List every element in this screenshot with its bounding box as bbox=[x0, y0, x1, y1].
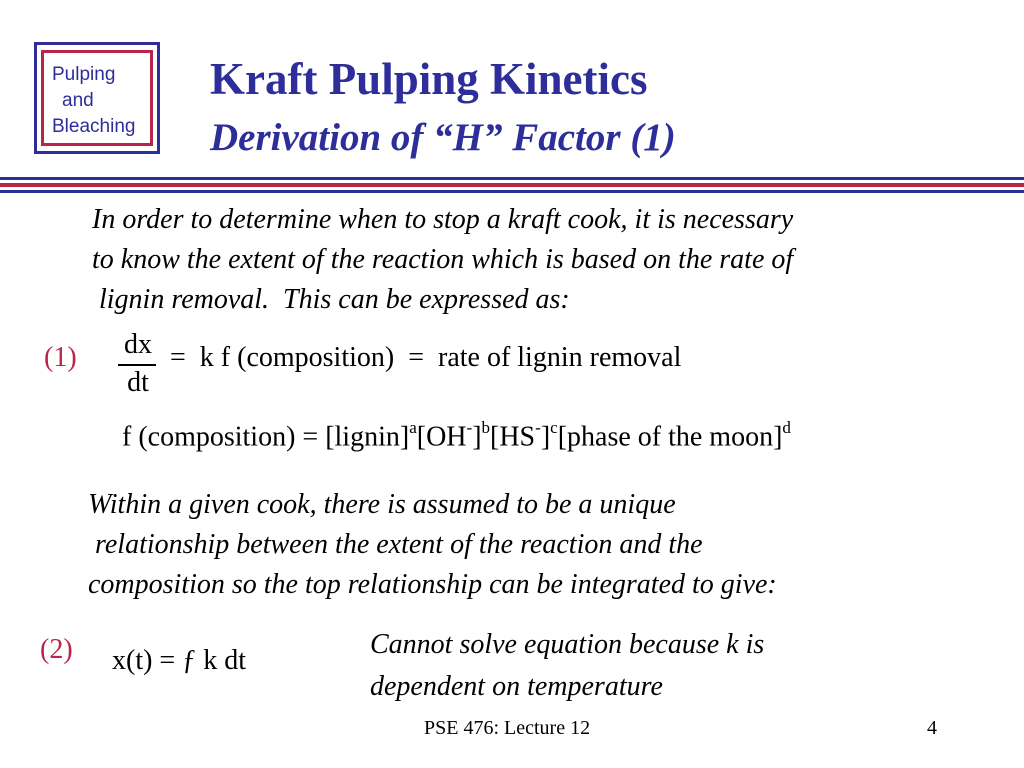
exponent-b: b bbox=[481, 418, 491, 437]
logo-line-1: Pulping bbox=[52, 64, 116, 85]
intro-line-1: In order to determine when to stop a kraft cook, it is necessary bbox=[92, 204, 794, 235]
equation-2-expression: x(t) = ƒ k dt bbox=[112, 645, 246, 676]
exponent-a: a bbox=[409, 418, 417, 437]
assumption-line-2: relationship between the extent of the reaction and the bbox=[88, 529, 703, 560]
note-line-1: Cannot solve equation because k is bbox=[370, 629, 765, 660]
slide-subtitle: Derivation of “H” Factor (1) bbox=[210, 116, 676, 159]
header-rule-middle bbox=[0, 183, 1024, 187]
equation-1-number: (1) bbox=[44, 342, 77, 373]
intro-line-3: lignin removal. This can be expressed as: bbox=[92, 284, 570, 315]
exponent-d: d bbox=[782, 418, 791, 437]
equation-1-rhs: = k f (composition) = rate of lignin removal bbox=[170, 342, 682, 373]
composition-prefix: f (composition) = [lignin] bbox=[122, 421, 410, 453]
intro-paragraph bbox=[92, 200, 793, 320]
hs-close: ] bbox=[540, 421, 551, 453]
hs-term: [HS bbox=[490, 421, 536, 453]
equation-2-number: (2) bbox=[40, 634, 73, 665]
hs-charge: - bbox=[535, 418, 541, 437]
logo bbox=[52, 62, 135, 140]
fraction-numerator: dx bbox=[124, 329, 152, 360]
oh-close: ] bbox=[472, 421, 482, 453]
assumption-line-3: composition so the top relationship can be integrated to give: bbox=[88, 569, 777, 600]
assumption-line-1: Within a given cook, there is assumed to be a unique bbox=[88, 489, 676, 520]
exponent-c: c bbox=[550, 418, 558, 437]
footer-course: PSE 476: Lecture 12 bbox=[424, 717, 591, 739]
logo-line-2: and bbox=[62, 90, 94, 111]
intro-line-2: to know the extent of the reaction which is based on the rate of bbox=[92, 244, 794, 275]
note-line-2: dependent on temperature bbox=[370, 671, 663, 702]
temperature-note bbox=[370, 624, 764, 708]
slide-title: Kraft Pulping Kinetics bbox=[210, 54, 648, 104]
composition-equation bbox=[122, 420, 791, 453]
header-rule-top bbox=[0, 177, 1024, 180]
logo-line-3: Bleaching bbox=[52, 116, 136, 137]
fraction-bar bbox=[118, 364, 156, 366]
fraction-denominator: dt bbox=[127, 367, 149, 398]
oh-charge: - bbox=[466, 418, 473, 437]
oh-term: [OH bbox=[416, 421, 467, 453]
moon-term: [phase of the moon] bbox=[557, 421, 783, 453]
page-number: 4 bbox=[927, 717, 937, 739]
assumption-paragraph bbox=[88, 485, 777, 605]
header-rule-bottom bbox=[0, 190, 1024, 193]
